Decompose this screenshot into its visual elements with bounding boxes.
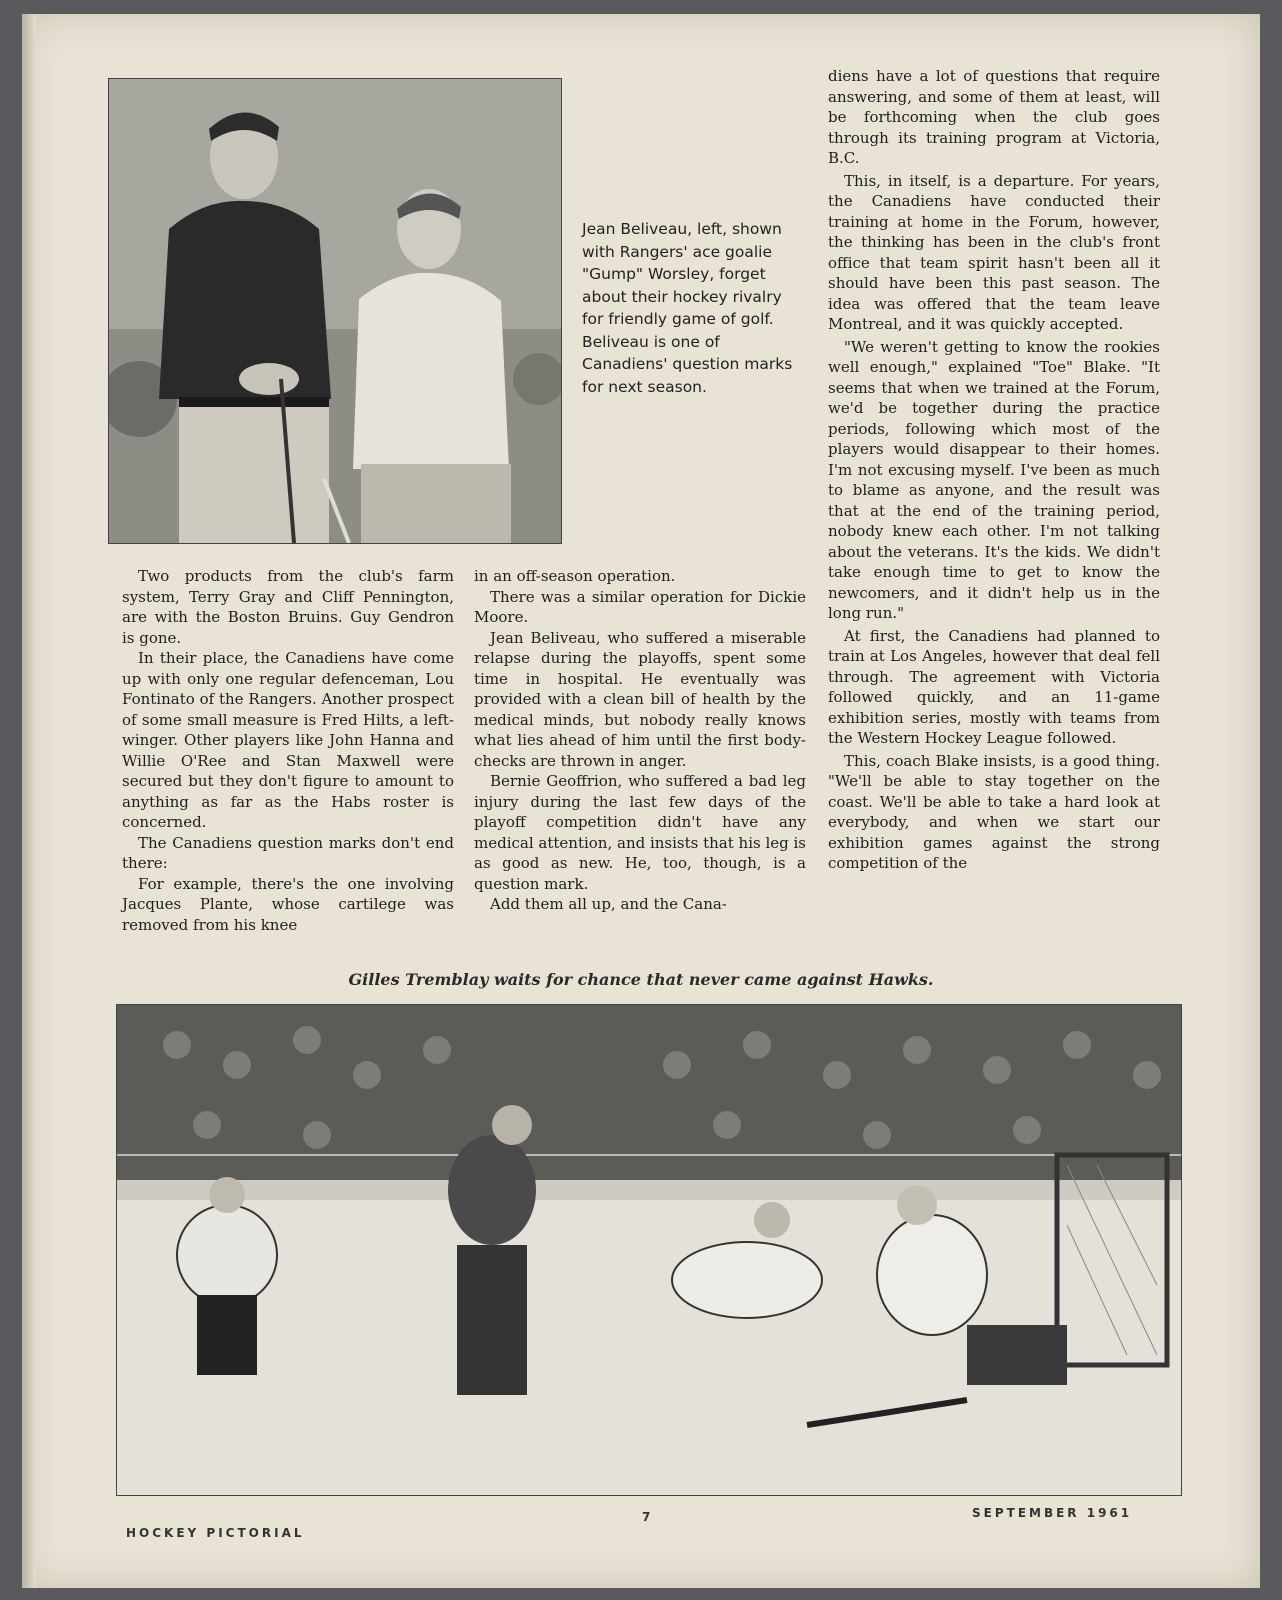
paragraph: Two products from the club's farm system, Terry Gray and Cliff Pennington, are with the Boston Bruins. Guy Gendron is gone.	[122, 567, 454, 647]
page-number: 7	[642, 1510, 651, 1524]
article-column-3	[828, 66, 1160, 874]
issue-date: SEPTEMBER 1961	[972, 1506, 1133, 1520]
magazine-name: HOCKEY PICTORIAL	[126, 1526, 305, 1540]
paragraph: Add them all up, and the Cana-	[490, 895, 727, 913]
article-column-1	[122, 566, 454, 935]
hockey-photo	[116, 1004, 1182, 1496]
paragraph: This, coach Blake insists, is a good thing. "We'll be able to stay together on the coast. We'll be able to take a hard look at everybody, and when we start our exhibition games against the strong competition of the	[828, 751, 1160, 872]
hockey-photo-caption: Gilles Tremblay waits for chance that never came against Hawks.	[348, 970, 934, 989]
paragraph: There was a similar operation for Dickie Moore.	[474, 587, 806, 626]
paragraph: The Canadiens question marks don't end there:	[122, 833, 454, 872]
golf-photo-caption: Jean Beliveau, left, shown with Rangers' ace goalie "Gump" Worsley, forget about their hockey rivalry for friendly game of golf. Beliveau is one of Canadiens' question marks for next season.	[582, 220, 793, 396]
golf-photo-image	[109, 79, 561, 543]
magazine-page	[22, 14, 1260, 1588]
paragraph: This, in itself, is a departure. For years, the Canadiens have conducted their training at home in the Forum, however, the thinking has been in the club's front office that team spirit hasn't been all it should have been this past season. The idea was offered that the team leave Montreal, and it was quickly accepted.	[828, 171, 1160, 333]
page-spine	[22, 14, 36, 1588]
paragraph: "We weren't getting to know the rookies well enough," explained "Toe" Blake. "It seems that when we trained at the Forum, we'd be together during the practice periods, following which most of the players would disappear to their homes. I'm not excusing myself. I've been as much to blame as anyone, and the result was that at the end of the training period, nobody knew each other. I'm not talking about the veterans. It's the kids. We didn't take enough time to get to know the newcomers, and it didn't help us in the long run."	[828, 337, 1160, 622]
paragraph: For example, there's the one involving Jacques Plante, whose cartilege was removed from his knee	[122, 874, 454, 934]
paragraph: Bernie Geoffrion, who suffered a bad leg injury during the last few days of the playoff competition didn't have any medical attention, and insists that his leg is as good as new. He, too, though, is a question mark.	[474, 772, 807, 893]
paragraph: In their place, the Canadiens have come up with only one regular defenceman, Lou Fontinato of the Rangers. Another prospect of some small measure is Fred Hilts, a left-winger. Other players like John Hanna and Willie O'Ree and Stan Maxwell were secured but they don't figure to amount to anything as far as the Habs roster is concerned.	[122, 649, 454, 831]
paragraph: diens have a lot of questions that require answering, and some of them at least, will be forthcoming when the club goes through its training program at Victoria, B.C.	[828, 67, 1160, 167]
golf-photo	[108, 78, 562, 544]
hockey-photo-image	[117, 1005, 1181, 1495]
paragraph: in an off-season operation.	[474, 567, 676, 585]
paragraph: At first, the Canadiens had planned to train at Los Angeles, however that deal fell through. The agreement with Victoria followed quickly, and an 11-game exhibition series, mostly with teams from the Western Hockey League followed.	[828, 626, 1160, 747]
paragraph: Jean Beliveau, who suffered a miserable relapse during the playoffs, spent some time in hospital. He eventually was provided with a clean bill of health by the medical minds, but nobody really knows what lies ahead of him until the first body-checks are thrown in anger.	[474, 628, 806, 770]
article-column-2	[474, 566, 806, 915]
